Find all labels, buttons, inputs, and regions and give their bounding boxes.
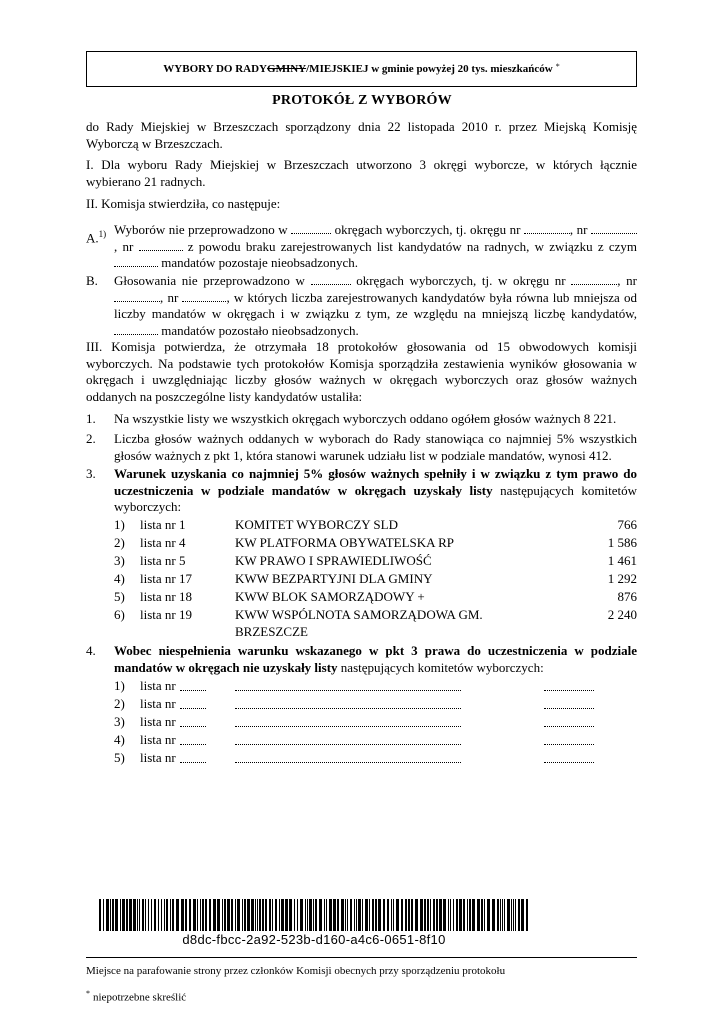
blank-committee (235, 744, 461, 745)
barcode-bar (257, 899, 258, 931)
barcode-bar (326, 899, 327, 931)
barcode-bar (430, 899, 431, 931)
barcode-bar (504, 899, 505, 931)
barcode-bar (148, 899, 149, 931)
barcode-bar (112, 899, 114, 931)
row-number: 4) (114, 571, 125, 586)
barcode-bar (154, 899, 156, 931)
barcode-bar (484, 899, 485, 931)
barcode-bar (227, 899, 230, 931)
blank-field (114, 291, 160, 302)
item-2-text: Liczba głosów ważnych oddanych w wyborach do Rady stanowiąca co najmniej 5% wszystkich głosów ważnych z pkt 1, która stanowi warunek udziału list w podziale mandatów, wynosi 412. (114, 431, 637, 463)
unqualified-list-row (114, 678, 637, 695)
barcode-bar (511, 899, 512, 931)
barcode-bar (279, 899, 280, 931)
committee-name: KWW BEZPARTYJNI DLA GMINY (235, 571, 433, 586)
barcode-bar (393, 899, 394, 931)
barcode-bar (448, 899, 449, 931)
intro-paragraph: do Rady Miejskiej w Brzeszczach sporządzony dnia 22 listopada 2010 r. przez Miejską Komisję Wyborczą w Brzeszczach. (86, 119, 637, 151)
barcode-bar (354, 899, 355, 931)
barcode-bar (329, 899, 332, 931)
row-number: 6) (114, 607, 125, 622)
barcode-bar (350, 899, 352, 931)
barcode-bar (289, 899, 292, 931)
barcode-bar (502, 899, 503, 931)
barcode-bar (309, 899, 312, 931)
committee-name: KW PRAWO I SPRAWIEDLIWOŚĆ (235, 553, 432, 568)
barcode-bar (99, 899, 101, 931)
barcode-bar (126, 899, 128, 931)
barcode-bar (145, 899, 146, 931)
barcode-bar (235, 899, 236, 931)
barcode-bar (209, 899, 211, 931)
barcode-bar (459, 899, 462, 931)
qualified-list-row (114, 535, 637, 552)
barcode-bar (197, 899, 198, 931)
item-4-rest-text: następujących komitetów wyborczych: (337, 659, 544, 675)
item-4-bold-text: Wobec niespełnienia warunku wskazanego w pkt 3 prawa do uczestniczenia w podziale mandatów w okręgach nie uzyskały listy (114, 643, 637, 675)
list-number: lista nr 18 (140, 589, 192, 604)
unqualified-list-row (114, 714, 637, 731)
blank-committee (235, 762, 461, 763)
barcode-bar (172, 899, 174, 931)
blank-list-number (180, 762, 206, 763)
header-footnote-mark: * (555, 61, 560, 71)
barcode-bar (315, 899, 317, 931)
list-number: lista nr 4 (140, 535, 186, 550)
list-label: lista nr (140, 678, 176, 693)
barcode-bar (297, 899, 298, 931)
barcode-bar (272, 899, 273, 931)
barcode-bar (358, 899, 361, 931)
row-number: 1) (114, 517, 125, 532)
barcode-bar (365, 899, 368, 931)
vote-count: 876 (617, 589, 637, 604)
barcode-bar (166, 899, 168, 931)
page-title: PROTOKÓŁ Z WYBORÓW (272, 93, 452, 108)
qualified-list-row (114, 517, 637, 534)
barcode-bar (420, 899, 423, 931)
barcode-bar (408, 899, 410, 931)
header-box (86, 51, 637, 87)
barcode-bar (378, 899, 381, 931)
barcode-bar (255, 899, 256, 931)
barcode-bar (333, 899, 336, 931)
barcode-bar (487, 899, 490, 931)
barcode-bar (244, 899, 246, 931)
blank-field (114, 256, 158, 267)
section-1-paragraph: I. Dla wyboru Rady Miejskiej w Brzeszczach utworzono 3 okręgi wyborcze, w których łącznie wybierano 21 radnych. (86, 157, 637, 189)
barcode-bar (231, 899, 233, 931)
vote-count: 1 292 (607, 571, 637, 586)
barcode-bar (294, 899, 295, 931)
barcode-bar (347, 899, 348, 931)
barcode-bar (122, 899, 125, 931)
barcode-bar (139, 899, 140, 931)
blank-votes (544, 744, 594, 745)
row-number: 5) (114, 589, 125, 604)
blank-committee (235, 690, 461, 691)
barcode-bar (200, 899, 201, 931)
barcode-bar (181, 899, 184, 931)
barcode-bar (396, 899, 399, 931)
blank-field (571, 274, 617, 285)
barcode-bar (469, 899, 471, 931)
barcode-bar (120, 899, 121, 931)
header-suffix: /MIEJSKIEJ w gminie powyżej 20 tys. mieszkańców (306, 63, 553, 75)
footnote-mark: * (86, 989, 90, 998)
barcode-bar (439, 899, 442, 931)
barcode-bar (251, 899, 254, 931)
barcode-bar (453, 899, 454, 931)
barcode-bar (515, 899, 516, 931)
barcode-bar (411, 899, 413, 931)
row-number: 3) (114, 714, 125, 729)
barcode-bar (224, 899, 226, 931)
barcode-bar (467, 899, 468, 931)
point-a-sup: 1) (98, 229, 107, 239)
item-3-rest-text: następujących komitetów wyborczych: (114, 482, 637, 514)
barcode-bar (161, 899, 162, 931)
footnote (86, 989, 186, 1004)
barcode-bar (103, 899, 104, 931)
unqualified-list-row (114, 696, 637, 713)
barcode-bar (305, 899, 306, 931)
section-3-paragraph: III. Komisja potwierdza, że otrzymała 18 protokołów głosowania od 15 obwodowych komisji wyborczych. Na podstawie tych protokołów Komisja sporządziła zestawienia wyników głosowania w okręgach i uwzględniając liczby głosów ważnych w okręgach wyborczych oraz głosów ważnych oddanych na poszczególne listy kandydatów ustaliła: (86, 339, 637, 404)
barcode-bar (391, 899, 392, 931)
barcode-bar (443, 899, 446, 931)
blank-field (311, 274, 351, 285)
vote-count: 766 (617, 517, 637, 532)
barcode-bar (319, 899, 322, 931)
barcode-id: d8dc-fbcc-2a92-523b-d160-a4c6-0651-8f10 (182, 932, 446, 947)
barcode-bar (170, 899, 171, 931)
barcode-bar (401, 899, 403, 931)
committee-name: KWW BLOK SAMORZĄDOWY + (235, 589, 425, 604)
barcode-bar (115, 899, 118, 931)
barcode-bar (269, 899, 271, 931)
blank-votes (544, 690, 594, 691)
barcode-bar (433, 899, 435, 931)
footer-initials-note: Miejsce na parafowanie strony przez członków Komisji obecnych przy sporządzeniu protokołu (86, 965, 506, 977)
barcode-bar (497, 899, 499, 931)
barcode-bar (176, 899, 179, 931)
barcode-bar (369, 899, 370, 931)
barcode-bar (324, 899, 325, 931)
barcode-bar (345, 899, 346, 931)
barcode-image (99, 899, 529, 931)
row-number: 2) (114, 696, 125, 711)
barcode-bar (472, 899, 475, 931)
barcode-bar (205, 899, 207, 931)
barcode-bar (450, 899, 451, 931)
barcode-bar (129, 899, 132, 931)
blank-votes (544, 708, 594, 709)
barcode-bar (259, 899, 261, 931)
barcode-bar (526, 899, 528, 931)
barcode-bar (481, 899, 483, 931)
point-a-text: Wyborów nie przeprowadzono w okręgach wyborczych, tj. okręgu nr , nr , nr z powodu braku zarejestrowanych list kandydatów na radnych, w związku z czym mandatów pozostaje nieobsadzonych. (114, 222, 637, 270)
barcode-bar (185, 899, 187, 931)
item-3-text (114, 466, 637, 516)
barcode-bar (189, 899, 191, 931)
vote-count: 1 461 (607, 553, 637, 568)
blank-field (591, 223, 637, 234)
unqualified-list-row (114, 732, 637, 749)
qualified-list-row (114, 571, 637, 588)
row-number: 5) (114, 750, 125, 765)
qualified-list-row (114, 607, 637, 641)
blank-list-number (180, 690, 206, 691)
qualified-list-row (114, 553, 637, 570)
barcode-bar (415, 899, 418, 931)
item-1-number: 1. (86, 411, 96, 426)
row-number: 1) (114, 678, 125, 693)
header-prefix: WYBORY DO RADY (163, 63, 268, 75)
row-number: 3) (114, 553, 125, 568)
barcode-bar (518, 899, 520, 931)
barcode-bar (500, 899, 501, 931)
barcode-bar (375, 899, 377, 931)
barcode-bar (313, 899, 314, 931)
list-number: lista nr 19 (140, 607, 192, 622)
barcode-bar (424, 899, 426, 931)
blank-field (524, 223, 570, 234)
barcode-bar (307, 899, 308, 931)
section-2-heading: II. Komisja stwierdziła, co następuje: (86, 196, 281, 211)
list-label: lista nr (140, 732, 176, 747)
barcode-bar (213, 899, 216, 931)
barcode-bar (151, 899, 152, 931)
item-3-bold-text: Warunek uzyskania co najmniej 5% głosów ważnych spełniły i w związku z tym prawo do uczestniczenia w podziale mandatów w okręgach uzyskały listy (114, 466, 637, 498)
point-b-text: Głosowania nie przeprowadzono w okręgach wyborczych, tj. w okręgu nr , nr , nr , w których liczba zarejestrowanych kandydatów była równa lub mniejsza od liczby mandatów w okręgach i w związku z tym, ze względu na mniejszą liczbę kandydatów, mandatów pozostało nieobsadzonych. (114, 273, 637, 338)
list-label: lista nr (140, 696, 176, 711)
list-number: lista nr 1 (140, 517, 186, 532)
barcode-bar (265, 899, 267, 931)
unqualified-list-row (114, 750, 637, 767)
barcode-bar (285, 899, 288, 931)
barcode-bar (507, 899, 510, 931)
barcode-bar (110, 899, 111, 931)
list-label: lista nr (140, 750, 176, 765)
barcode-bar (372, 899, 374, 931)
barcode-bar (456, 899, 458, 931)
item-4-text (114, 643, 637, 676)
barcode-bar (262, 899, 264, 931)
list-number: lista nr 5 (140, 553, 186, 568)
blank-committee (235, 726, 461, 727)
barcode-bar (164, 899, 165, 931)
vote-count: 2 240 (607, 607, 637, 622)
blank-field (291, 223, 331, 234)
barcode-bar (405, 899, 407, 931)
blank-votes (544, 726, 594, 727)
row-number: 4) (114, 732, 125, 747)
barcode-bar (193, 899, 196, 931)
blank-list-number (180, 726, 206, 727)
blank-field (182, 291, 226, 302)
row-number: 2) (114, 535, 125, 550)
barcode-bar (202, 899, 204, 931)
barcode-bar (247, 899, 250, 931)
vote-count: 1 586 (607, 535, 637, 550)
barcode-bar (142, 899, 144, 931)
barcode-bar (337, 899, 339, 931)
barcode-bar (106, 899, 109, 931)
header-struck-word: GMINY (267, 63, 307, 75)
barcode-bar (275, 899, 277, 931)
barcode-bar (133, 899, 136, 931)
footer-divider (86, 957, 637, 958)
barcode-bar (477, 899, 480, 931)
barcode-bar (427, 899, 429, 931)
barcode-bar (222, 899, 223, 931)
footnote-text: niepotrzebne skreślić (93, 991, 187, 1004)
point-b-label: B. (86, 273, 98, 288)
item-2-number: 2. (86, 431, 96, 446)
item-1-text: Na wszystkie listy we wszystkich okręgach wyborczych oddano ogółem głosów ważnych 8 221. (114, 411, 617, 426)
barcode-bar (436, 899, 438, 931)
blank-field (114, 324, 158, 335)
barcode-bar (383, 899, 385, 931)
barcode-bar (463, 899, 465, 931)
barcode-bar (356, 899, 357, 931)
barcode-bar (300, 899, 303, 931)
barcode-bar (521, 899, 524, 931)
blank-committee (235, 708, 461, 709)
barcode-bar (237, 899, 240, 931)
committee-name: KOMITET WYBORCZY SLD (235, 517, 398, 532)
barcode-bar (362, 899, 363, 931)
qualified-list-row (114, 589, 637, 606)
barcode-bar (137, 899, 138, 931)
list-number: lista nr 17 (140, 571, 192, 586)
barcode-bar (513, 899, 514, 931)
item-4-number: 4. (86, 643, 96, 658)
committee-name: KW PLATFORMA OBYWATELSKA RP (235, 535, 454, 550)
list-label: lista nr (140, 714, 176, 729)
barcode-bar (242, 899, 243, 931)
blank-votes (544, 762, 594, 763)
barcode-bar (341, 899, 344, 931)
barcode-bar (217, 899, 220, 931)
committee-name: KWW WSPÓLNOTA SAMORZĄDOWA GM. BRZESZCZE (235, 607, 483, 639)
barcode-bar (492, 899, 495, 931)
barcode-bar (158, 899, 159, 931)
barcode-bar (281, 899, 284, 931)
barcode-bar (387, 899, 389, 931)
item-3-number: 3. (86, 466, 96, 481)
point-a-label: A.$^{1)}$ (86, 229, 107, 246)
blank-list-number (180, 708, 206, 709)
blank-list-number (180, 744, 206, 745)
blank-field (139, 240, 183, 251)
